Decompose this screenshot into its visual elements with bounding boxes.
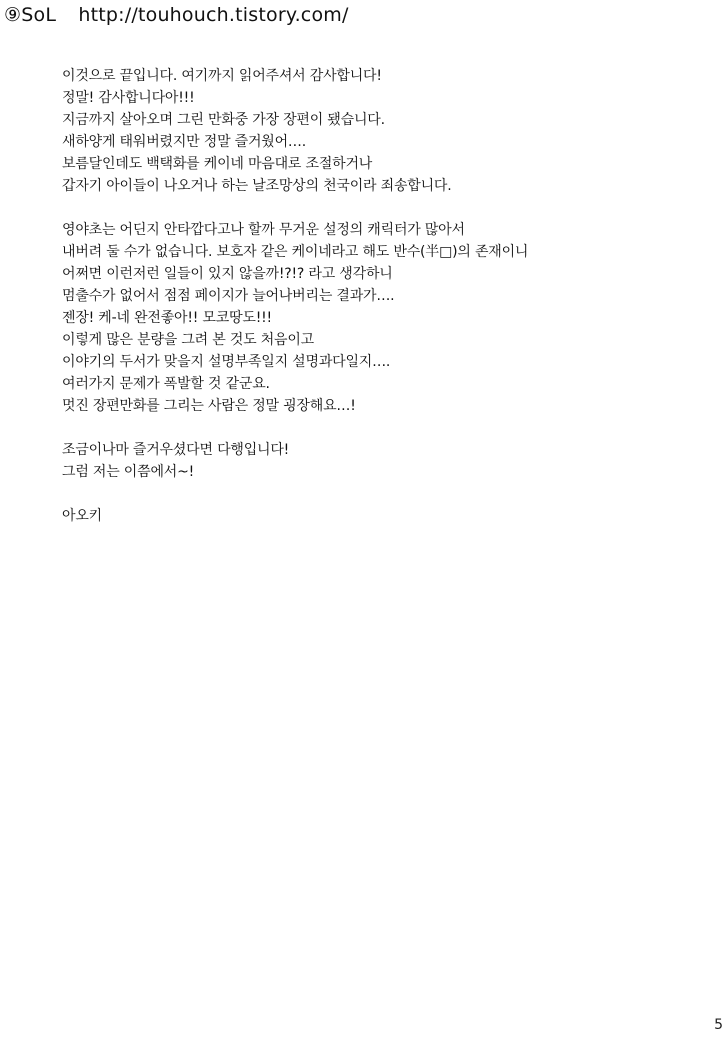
paragraph	[62, 65, 682, 197]
text-line: 멈출수가 없어서 점점 페이지가 늘어나버리는 결과가….	[62, 288, 395, 304]
afterword-text	[62, 65, 682, 527]
text-line: 갑자기 아이들이 나오거나 하는 날조망상의 천국이라 죄송합니다.	[62, 178, 452, 194]
text-line: 정말! 감사합니다아!!!	[62, 90, 195, 106]
text-line: 지금까지 살아오며 그린 만화중 가장 장편이 됐습니다.	[62, 112, 385, 128]
text-line: 이것으로 끝입니다. 여기까지 읽어주셔서 감사합니다!	[62, 68, 382, 84]
text-line: 어쩌면 이런저런 일들이 있지 않을까!?!? 라고 생각하니	[62, 266, 393, 282]
watermark	[4, 4, 349, 26]
text-line: 보름달인데도 백택화를 케이네 마음대로 조절하거나	[62, 156, 373, 172]
paragraph	[62, 219, 682, 417]
text-line: 조금이나마 즐거우셨다면 다행입니다!	[62, 442, 290, 458]
page-number: 5	[714, 1017, 723, 1033]
text-line: 영야초는 어딘지 안타깝다고나 할까 무거운 설정의 캐릭터가 많아서	[62, 222, 465, 238]
text-line: 내버려 둘 수가 없습니다. 보호자 같은 케이네라고 해도 반수(半□)의 존재이니	[62, 244, 529, 260]
text-line: 그럼 저는 이쯤에서~!	[62, 464, 195, 480]
text-line: 이야기의 두서가 맞을지 설명부족일지 설명과다일지….	[62, 354, 391, 370]
paragraph	[62, 439, 682, 483]
author-signature: 아오키	[62, 508, 102, 524]
text-line: 여러가지 문제가 폭발할 것 같군요.	[62, 376, 270, 392]
text-line: 멋진 장편만화를 그리는 사람은 정말 굉장해요…!	[62, 398, 356, 414]
source-url: http://touhouch.tistory.com/	[78, 4, 349, 26]
text-line: 이렇게 많은 분량을 그려 본 것도 처음이고	[62, 332, 315, 348]
scanlator-credit: ⑨SoL	[4, 4, 57, 26]
text-line: 새하양게 태워버렸지만 정말 즐거웠어….	[62, 134, 306, 150]
text-line: 젠장! 케-네 완전좋아!! 모코땅도!!!	[62, 310, 272, 326]
